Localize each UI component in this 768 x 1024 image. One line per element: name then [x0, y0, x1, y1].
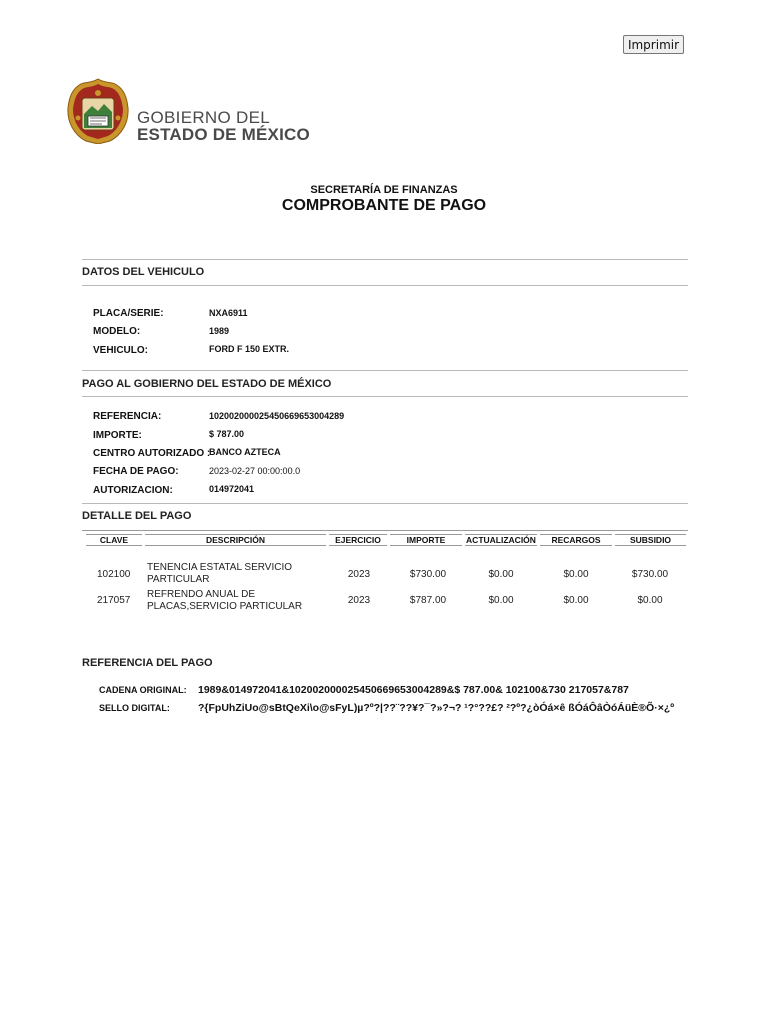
cell-importe: $787.00 — [409, 595, 447, 606]
cell-recargos: $0.00 — [563, 569, 589, 580]
placa-label: PLACA/SERIE: — [93, 308, 164, 319]
estado-de-mexico-seal-icon — [66, 78, 130, 144]
secretaria-label: SECRETARÍA DE FINANZAS — [310, 184, 458, 196]
cell-ejercicio: 2023 — [347, 595, 371, 606]
section-title-detalle: DETALLE DEL PAGO — [82, 510, 192, 522]
placa-value: NXA6911 — [209, 308, 248, 318]
cell-subsidio: $0.00 — [637, 595, 663, 606]
gobierno-logo-line2: ESTADO DE MÉXICO — [137, 125, 310, 144]
divider — [82, 259, 688, 260]
modelo-value: 1989 — [209, 326, 230, 336]
column-header-importe: IMPORTE — [390, 534, 462, 546]
cadena-original-value: 1989&014972041&102002000025450669653004289&$ 787.00& 102100&730 217057&787 — [198, 684, 629, 696]
divider — [82, 285, 688, 286]
fecha-pago-value: 2023-02-27 00:00:00.0 — [209, 466, 301, 476]
centro-autorizado-label: CENTRO AUTORIZADO : — [93, 448, 211, 459]
column-header-clave: CLAVE — [86, 534, 142, 546]
page-title: COMPROBANTE DE PAGO — [281, 197, 487, 214]
importe-label: IMPORTE: — [93, 430, 142, 441]
section-title-referencia: REFERENCIA DEL PAGO — [82, 657, 213, 669]
centro-autorizado-value: BANCO AZTECA — [209, 447, 281, 457]
referencia-label: REFERENCIA: — [93, 411, 162, 422]
section-title-pago: PAGO AL GOBIERNO DEL ESTADO DE MÉXICO — [82, 378, 332, 390]
cell-clave: 102100 — [97, 569, 131, 580]
cell-actualizacion: $0.00 — [488, 569, 514, 580]
column-header-ejercicio: EJERCICIO — [329, 534, 387, 546]
cell-ejercicio: 2023 — [347, 569, 371, 580]
cell-descripcion-line1: TENENCIA ESTATAL SERVICIO — [147, 562, 293, 573]
divider — [82, 396, 688, 397]
sello-digital-label: SELLO DIGITAL: — [99, 703, 170, 713]
referencia-value: 10200200002545066965300428​9 — [209, 411, 345, 421]
column-header-subsidio: SUBSIDIO — [615, 534, 686, 546]
autorizacion-label: AUTORIZACION: — [93, 485, 173, 496]
gobierno-logo-line1: GOBIERNO DEL — [137, 108, 271, 127]
fecha-pago-label: FECHA DE PAGO: — [93, 466, 179, 477]
vehiculo-label: VEHICULO: — [93, 345, 148, 356]
vehiculo-value: FORD F 150 EXTR. — [209, 344, 290, 354]
importe-value: $ 787.00 — [209, 429, 245, 439]
cell-clave: 217057 — [97, 595, 131, 606]
divider — [82, 503, 688, 504]
cell-descripcion-line1: REFRENDO ANUAL DE — [147, 589, 255, 600]
cell-descripcion-line2: PLACAS,SERVICIO PARTICULAR — [147, 601, 303, 612]
cell-importe: $730.00 — [409, 569, 447, 580]
cell-recargos: $0.00 — [563, 595, 589, 606]
cell-actualizacion: $0.00 — [488, 595, 514, 606]
column-header-recargos: RECARGOS — [540, 534, 612, 546]
cell-descripcion-line2: PARTICULAR — [147, 574, 210, 585]
table-top-border — [82, 530, 688, 531]
modelo-label: MODELO: — [93, 326, 141, 337]
cell-subsidio: $730.00 — [631, 569, 669, 580]
print-button[interactable]: Imprimir — [623, 35, 684, 54]
column-header-descripcion: DESCRIPCIÓN — [145, 534, 326, 546]
section-title-vehiculo: DATOS DEL VEHICULO — [82, 266, 205, 278]
divider — [82, 370, 688, 371]
autorizacion-value: 014972041 — [209, 484, 255, 494]
column-header-actualizacion: ACTUALIZACIÓN — [466, 535, 536, 545]
sello-digital-value: ?{FpUhZiUo@sBtQeXi\o@sFyL)µ?º?|??¨??¥?¯?»?¬? ¹?°??£? ²?º?¿òÓá×ê ßÓáÔâÒóÁüÈ®Õ·×¿º — [198, 702, 675, 714]
cadena-original-label: CADENA ORIGINAL: — [99, 685, 187, 695]
